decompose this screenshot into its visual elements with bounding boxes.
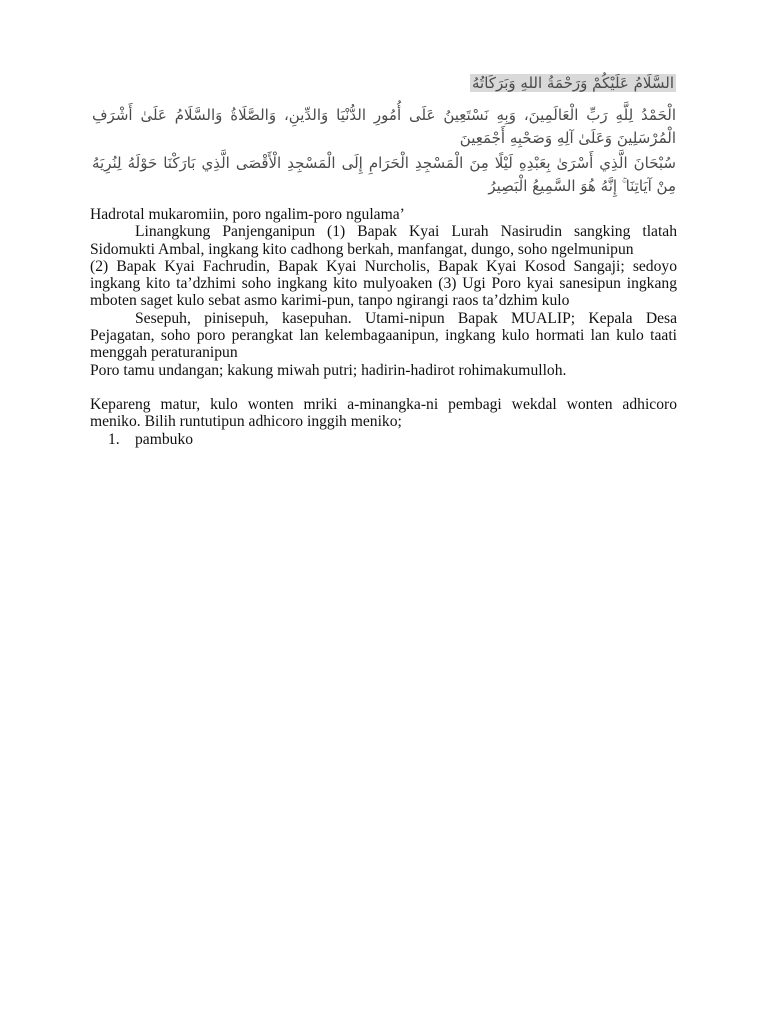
arabic-hamdalah-paragraph: الْحَمْدُ لِلَّهِ رَبِّ الْعَالَمِينَ، وَبِهِ نَسْتَعِينُ عَلَى أُمُورِ الدُّنْيَا وَالدِّينِ، وَالصَّلَاةُ وَالسَّلَامُ عَلَىٰ أَشْرَفِ الْمُرْسَلِينَ وَعَلَىٰ آلِهِ وَصَحْبِهِ أَجْمَعِينَ [92, 106, 676, 147]
list-item [90, 431, 677, 448]
arabic-salam-line [92, 72, 676, 95]
paragraph-5: Kepareng matur, kulo wonten mriki a-minangka-ni pembagi wekdal wonten adhicoro meniko. Bilih runtutipun adhicoro inggih meniko; [90, 395, 677, 431]
paragraph-1: Linangkung Panjenganipun (1) Bapak Kyai Lurah Nasirudin sangking tlatah Sidomukti Ambal, ingkang kito cadhong berkah, manfangat, dungo, soho ngelmunipun [90, 223, 677, 258]
paragraph-4: Poro tamu undangan; kakung miwah putri; hadirin-hadirot rohimakumulloh. [90, 361, 567, 379]
paragraph-2: (2) Bapak Kyai Fachrudin, Bapak Kyai Nurcholis, Bapak Kyai Kosod Sangaji; sedoyo ingkang kito ta’dzhimi soho ingkang kito mulyoaken (3) Ugi Poro kyai sanesipun ingkang mboten saget kulo sebat asmo karimi-pun, tanpo ngirangi raos ta’dzhim kulo [90, 257, 677, 310]
paragraph-3: Sesepuh, pinisepuh, kasepuhan. Utami-nipun Bapak MUALIP; Kepala Desa Pejagatan, soho poro perangkat lan kelembagaanipun, ingkang kulo hormati lan kulo taati menggah peraturanipun [90, 309, 677, 362]
list-item-text: pambuko [135, 430, 194, 448]
agenda-list [90, 431, 677, 448]
blank-line [90, 379, 677, 396]
greeting-line: Hadrotal mukaromiin, poro ngalim-poro ngulama’ [90, 206, 405, 223]
arabic-salam-text: السَّلَامُ عَلَيْكُمْ وَرَحْمَةُ اللهِ وَبَرَكَاتُهُ [472, 74, 674, 92]
arabic-isra-verse: سُبْحَانَ الَّذِي أَسْرَىٰ بِعَبْدِهِ لَيْلًا مِنَ الْمَسْجِدِ الْحَرَامِ إِلَى الْمَسْجِدِ الْأَقْصَى الَّذِي بَارَكْنَا حَوْلَهُ لِنُرِيَهُ مِنْ آيَاتِنَا ۚ إِنَّهُ هُوَ السَّمِيعُ الْبَصِيرُ [92, 154, 676, 195]
speech-body [90, 206, 677, 448]
list-item-number: 1. [108, 430, 120, 448]
